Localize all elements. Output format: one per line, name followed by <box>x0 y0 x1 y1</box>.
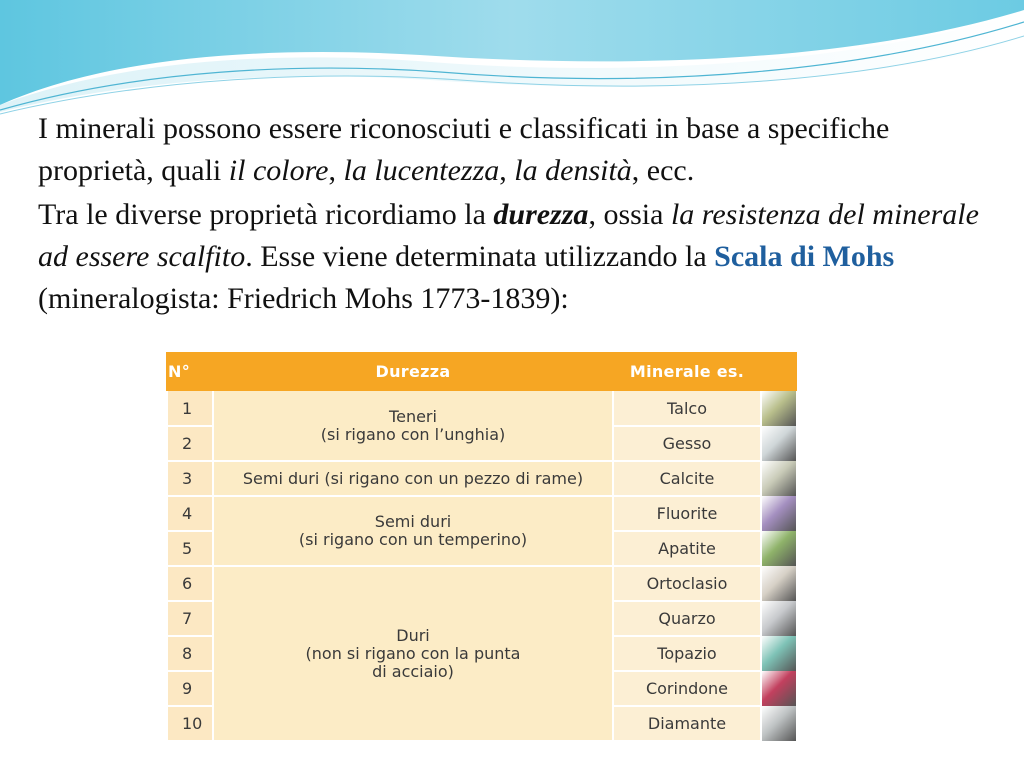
mineral-image-cell <box>761 461 796 496</box>
scala-di-mohs-link[interactable]: Scala di Mohs <box>714 240 895 273</box>
emphasis-durezza: durezza <box>493 198 589 231</box>
mineral-name: Diamante <box>613 706 761 741</box>
group-title: Duri <box>396 625 430 645</box>
topazio-mineral-image <box>762 636 796 671</box>
table-row <box>167 390 796 426</box>
mineral-name: Topazio <box>613 636 761 671</box>
mineral-name: Quarzo <box>613 601 761 636</box>
mineral-name: Corindone <box>613 671 761 706</box>
mineral-image-cell <box>761 566 796 601</box>
mineral-image-cell <box>761 531 796 566</box>
text-span: Tra le diverse proprietà ricordiamo la <box>38 198 494 231</box>
group-title: Teneri <box>389 406 437 426</box>
header-durezza: Durezza <box>213 353 613 390</box>
text-span: , ecc. <box>631 154 695 187</box>
group-subtitle: (si rigano con un temperino) <box>298 530 528 549</box>
mineral-name: Talco <box>613 390 761 426</box>
durezza-group-semi-duri-rame <box>213 461 613 496</box>
durezza-group-teneri <box>213 390 613 461</box>
calcite-mineral-image <box>762 461 796 496</box>
paragraph-properties <box>38 108 1008 192</box>
table-header-row <box>167 353 796 390</box>
row-number: 5 <box>167 531 213 566</box>
group-title: Semi duri (si rigano con un pezzo di rame) <box>242 468 584 488</box>
emphasis-lucentezza: la lucentezza <box>343 154 500 187</box>
ortoclasio-mineral-image <box>762 566 796 601</box>
emphasis-colore: il colore <box>228 154 329 187</box>
group-subtitle: (non si rigano con la punta <box>305 643 521 663</box>
emphasis-densita: la densità <box>514 154 632 187</box>
row-number: 7 <box>167 601 213 636</box>
mineral-image-cell <box>761 601 796 636</box>
row-number: 2 <box>167 426 213 461</box>
main-text <box>38 108 1008 322</box>
quarzo-mineral-image <box>762 601 796 636</box>
diamante-mineral-image <box>762 706 796 741</box>
mineral-image-cell <box>761 706 796 741</box>
mineral-image-cell <box>761 671 796 706</box>
row-number: 10 <box>167 706 213 741</box>
mineral-name: Apatite <box>613 531 761 566</box>
row-number: 8 <box>167 636 213 671</box>
durezza-group-duri <box>213 566 613 741</box>
text-span: I minerali possono essere riconosciuti e classificati in base a specifiche proprietà, quali <box>38 112 890 187</box>
paragraph-durezza <box>38 194 1008 320</box>
table-row <box>167 566 796 601</box>
fluorite-mineral-image <box>762 496 796 531</box>
row-number: 9 <box>167 671 213 706</box>
mineral-image-cell <box>761 636 796 671</box>
mineral-name: Calcite <box>613 461 761 496</box>
text-span: . Esse viene determinata utilizzando la <box>245 240 715 273</box>
header-wave-decoration <box>0 0 1024 120</box>
talco-mineral-image <box>762 391 796 426</box>
text-span: , <box>499 154 515 187</box>
mineral-name: Ortoclasio <box>613 566 761 601</box>
apatite-mineral-image <box>762 531 796 566</box>
row-number: 4 <box>167 496 213 531</box>
corindone-mineral-image <box>762 671 796 706</box>
header-num: N° <box>167 353 213 390</box>
header-image <box>761 353 796 390</box>
mineral-name: Gesso <box>613 426 761 461</box>
group-subtitle: (si rigano con l’unghia) <box>320 424 506 444</box>
table-row <box>167 461 796 496</box>
emphasis-definition: la resistenza del minerale ad essere scalfito <box>38 198 979 273</box>
row-number: 3 <box>167 461 213 496</box>
row-number: 1 <box>167 390 213 426</box>
mineral-image-cell <box>761 390 796 426</box>
header-minerale: Minerale es. <box>613 353 761 390</box>
text-span: , ossia <box>588 198 671 231</box>
mineral-image-cell <box>761 426 796 461</box>
table-row <box>167 496 796 531</box>
mohs-scale-table <box>166 352 797 742</box>
mineral-name: Fluorite <box>613 496 761 531</box>
durezza-group-semi-duri-temperino <box>213 496 613 566</box>
group-subtitle-2: di acciaio) <box>372 661 454 681</box>
text-span: , <box>328 154 344 187</box>
text-span: (mineralogista: Friedrich Mohs 1773-1839): <box>38 282 569 315</box>
row-number: 6 <box>167 566 213 601</box>
gesso-mineral-image <box>762 426 796 461</box>
group-title: Semi duri <box>374 512 452 531</box>
mineral-image-cell <box>761 496 796 531</box>
